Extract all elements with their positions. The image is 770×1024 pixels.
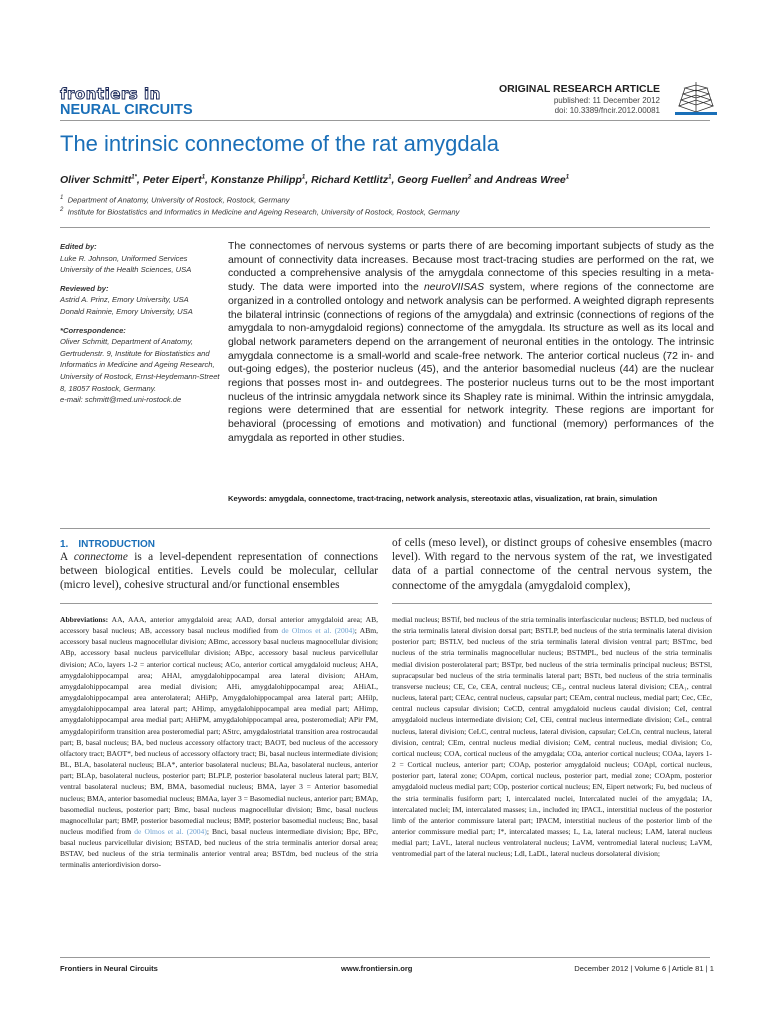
author: Richard Kettlitz: [311, 174, 389, 186]
affiliation: $^1$ Department of Anatomy, University of Rostock, Rostock, Germany: [60, 195, 290, 205]
correspondence-label: *Correspondence:: [60, 325, 126, 335]
footer-rule: [60, 957, 710, 958]
footer-url[interactable]: www.frontiersin.org: [341, 964, 413, 973]
reviewed-by-label: Reviewed by:: [60, 283, 109, 293]
author: Oliver Schmitt: [60, 174, 132, 186]
journal-logo: [60, 86, 193, 118]
journal-emblem-icon: [675, 78, 717, 116]
affiliation: $^2$ Institute for Biostatistics and Informatics in Medicine and Ageing Research, University of Rostock, Rostock, Germany: [60, 207, 460, 217]
logo-line-1: frontiers in: [60, 85, 161, 103]
edited-by-label: Edited by:: [60, 242, 97, 251]
article-type: ORIGINAL RESEARCH ARTICLE: [498, 83, 660, 95]
author: Peter Eipert: [142, 174, 202, 186]
section-heading: 1. INTRODUCTION: [60, 539, 156, 550]
keywords: [228, 493, 714, 504]
intro-right-column: of cells (meso level), or distinct groups of cohesive ensembles (macro level). With regard to the nervous system of the rat, we investigated data of a partial connectome of the central nervous system, the connectome of the amygdala (amygdaloid complex),: [392, 537, 712, 592]
footer-issue: December 2012 | Volume 6 | Article 81 | 1: [574, 964, 714, 973]
abbreviations-rule-right: [392, 603, 712, 604]
citation-link[interactable]: de Olmos et al. (2004): [134, 826, 207, 836]
system-name: neuroVIISAS: [424, 282, 485, 294]
citation-link[interactable]: de Olmos et al. (2004): [281, 626, 355, 636]
abbreviations-rule-left: [60, 603, 378, 604]
author: Georg Fuellen: [397, 174, 468, 186]
abbreviations-right: medial nucleus; BSTif, bed nucleus of the stria terminalis interfascicular nucleus; BSTLD, bed nucleus of the stria terminalis lateral division dorsal part; BSTLP, bed nucleus of the stria terminalis lateral division posterior part; BSTLV, bed nucleus of the stria terminalis lateral division ventral part; BSTmc, bed nucleus of the stria terminalis magnocellular nucleus; BSTMPL, bed nucleus of the stria terminalis medial division posterolateral part; BSTpr, bed nucleus of the stria terminalis principal nucleus; BSTSl, supracapsular bed nucleus of the stria terminalis lateral part; BSTt, bed nucleus of the stria terminalis transverse nucleus; CE, Ce, CEA, central nucleus; CE₃, central nucleus lateral division; CEA₁, central nucleus, lateral part; CEAc, central nucleus, capsular part; CEAm, central nucleus, medial part; Cec, CEc, central nucleus capsular division; CeCD, central amygdaloid nucleus caudal division; CeI, central amygdaloid nucleus intermediate division; CeI, CEi, central nucleus intermediate division; CeL, central nucleus, lateral division; CeLC, central nucleus, lateral division, capsular; CeLCn, central nucleus, lateral division, central; CEm, central nucleus medial division; CeM, central nucleus, medial division; Co, cortical nucleus; COA, cortical nucleus of the amygdala; COa, anterior cortical nucleus; COAa, layers 1-2 = Cortical nucleus, anterior part; COAp, posterior amygdaloid nucleus; COApl, cortical nucleus, posterior part, lateral zone; COApm, cortical nucleus, posterior part, medial zone; COApm, posterior amygdaloid nucleus medial part; COp, posterior cortical nucleus; EN, Eipert network; Fu, bed nucleus of the stria terminalis fusiform part; I, intercalated nuclei, Intercalated nuclei of the amygdala; IA, intercalated nuclei; IM, intercalated masses; i.n., included in; IPACL, interstitial nucleus of the posterior limb of the anterior commissure lateral part; IPACM, interstitial nucleus of the posterior limb of the anterior commissure medial part; I*, intercalated masses; L, La, lateral nucleus; LAM, lateral nucleus medial part; LaVL, lateral nucleus ventrolateral nucleus; LaVM, ventromedial lateral nucleus; LaVM, ventromedial part of the lateral nucleus; Ldl, LaDL, lateral nucleus dorsolateral division;: [392, 615, 712, 859]
affiliation-rule: [60, 227, 710, 228]
author: Konstanze Philipp: [210, 174, 302, 186]
published-date: published: 11 December 2012: [553, 96, 660, 105]
logo-line-2: NEURAL CIRCUITS: [60, 102, 193, 118]
keywords-rule: [60, 528, 710, 529]
abbreviations-left: Abbreviations: AA, AAA, anterior amygdaloid area; AAD, dorsal anterior amygdaloid area; AB, accessory basal nucleus; AB, accessory basal nucleus modified from de Olmos et al. (2004); ABm, accessory basal nucleus magnocellular division; ABmc, accessory basal nucleus magnocellular division; ABp, accessory basal nucleus parvicellular division; ABpc, accessory basal nucleus parvicellular division; ACo, layers 1-2 = anterior cortical nucleus; ACo, anterior cortical amygdaloid nucleus; AHA, amygdalohippocampal area; AHAl, amygdalohippocampal area lateral division; AHAm, amygdalohippocampal area medial division; AHi, amygdalohippocampal area; AHiAL, amygdalohippocampal area anterolateral; AHiPp, Amygdalohippocampal area lateral part; AHilp, amygdalohippocampal area lateral part; AHimp, amygdalohippocampal area medial part; AHimp, amygdalohippocampal area medial part; AHiPM, amygdalohippocampal area, posteromedial; APir PM, amygdalopiriform transition area posteromedial part; AStrc, amygdalostriatal transition area rostrocaudal part; B, basal nucleus; BA, bed nucleus accessory olfactory tract; BAOT, bed nucleus of the accessory olfactory tract; BAOT*, bed nucleus of accessory olfactory tract; Bi, basal nucleus intermediate division; BL, BLA, basolateral nucleus; BLA*, anterior basolateral nucleus; BLAa, basolateral nucleus, anterior part; BLAp, basolateral nucleus, posterior part; BLPLP, posterior basolateral nucleus lateral part; BLV, ventral basolateral nucleus; BM, BMA, basomedial nucleus; BMA, layer 3 = Anterior basomedial nucleus; BMA, anterior basomedial nucleus; BMAa, layer 3 = Basomedial nucleus, anterior part; BMAp, basomedial nucleus, posterior part; Bmc, basal nucleus magnocellular division; Bmc, basal nucleus magnocellular part; BMP, posterior basomedial nucleus; BMP, posterior basomedial nucleus; Bnc, basal nucleus modified from de Olmos et al. (2004); Bnci, basal nucleus intermediate division; Bpc, BPc, basal nucleus parvicellular division; BSTAD, bed nucleus of the stria terminalis anterior dorsal area; BSTAV, bed nucleus of the stria terminalis anterior ventral area; BSTdm, bed nucleus of the stria terminalis anteriordivision dorso-: [60, 615, 379, 870]
editorial-sidebar: [60, 241, 220, 413]
abstract: The connectomes of nervous systems or parts there of are becoming important subjects of study as the amount of connectivity data increases. Because most tract-tracing studies are performed on the rat, we conducted a comprehensive analysis of the amygdala connectome of this species resulting in a meta-study. The data were imported into the neuroVIISAS system, where regions of the connectome are organized in a controlled ontology and network analysis can be performed. A weighted digraph represents the bilateral intrinsic (connections of regions of the amygdala) and extrinsic (connections of regions of the amygdala to non-amygdaloid regions) connectome of the amygdala. Its structure as well as its local and global network parameters depend on the arrangement of neuronal entities in the ontology. The intrinsic amygdala connectome is a small-world and scale-free network. The anterior cortical nucleus (72 in- and out-going edges), the posterior nucleus (45), and the anterior basomedial nucleus (44) are the nuclear regions that posses most in- and outdegrees. The posterior nucleus turns out to be the most important nucleus of the intrinsic amygdala network since its Shapley rate is minimal. Within the intrinsic amygdala, regions were determined that are essential for network integrity. These regions are important for behavioral (processing of emotions and motivation) and functional (memory) performances of the amygdala as reported in other studies.: [228, 241, 714, 444]
reviewers: Astrid A. Prinz, Emory University, USA Donald Rainnie, Emory University, USA: [60, 295, 193, 316]
editor: Luke R. Johnson, Uniformed Services University of the Health Sciences, USA: [60, 253, 192, 275]
article-title: The intrinsic connectome of the rat amygdala: [60, 131, 500, 156]
author-list: Oliver Schmitt$^{1*}$, Peter Eipert$^1$, Konstanze Philipp$^1$, Richard Kettlitz$^1$, Georg Fuellen$^2$ and Andreas Wree$^1$: [60, 174, 570, 186]
header-rule: [60, 120, 710, 121]
author: Andreas Wree: [495, 174, 566, 186]
keywords-label: Keywords:: [228, 494, 267, 503]
footer-journal: Frontiers in Neural Circuits: [60, 964, 158, 973]
article-header: [499, 83, 660, 116]
keywords-text: amygdala, connectome, tract-tracing, network analysis, stereotaxic atlas, visualization, rat brain, simulation: [268, 494, 658, 503]
correspondence: Oliver Schmitt, Department of Anatomy, Gertrudenstr. 9, Institute for Biostatistics and Informatics in Medicine and Ageing Research, University of Rostock, Ernst-Heydemann-Street 8, 18057 Rostock, Germany. e-mail: schmitt@med.uni-rostock.de: [60, 337, 220, 405]
doi: doi: 10.3389/fncir.2012.00081: [554, 106, 660, 115]
intro-left-column: A connectome is a level-dependent representation of connections between biological entities. Levels could be molecular, cellular (micro level), cohesive structural and/or functional ensembles: [60, 551, 378, 592]
